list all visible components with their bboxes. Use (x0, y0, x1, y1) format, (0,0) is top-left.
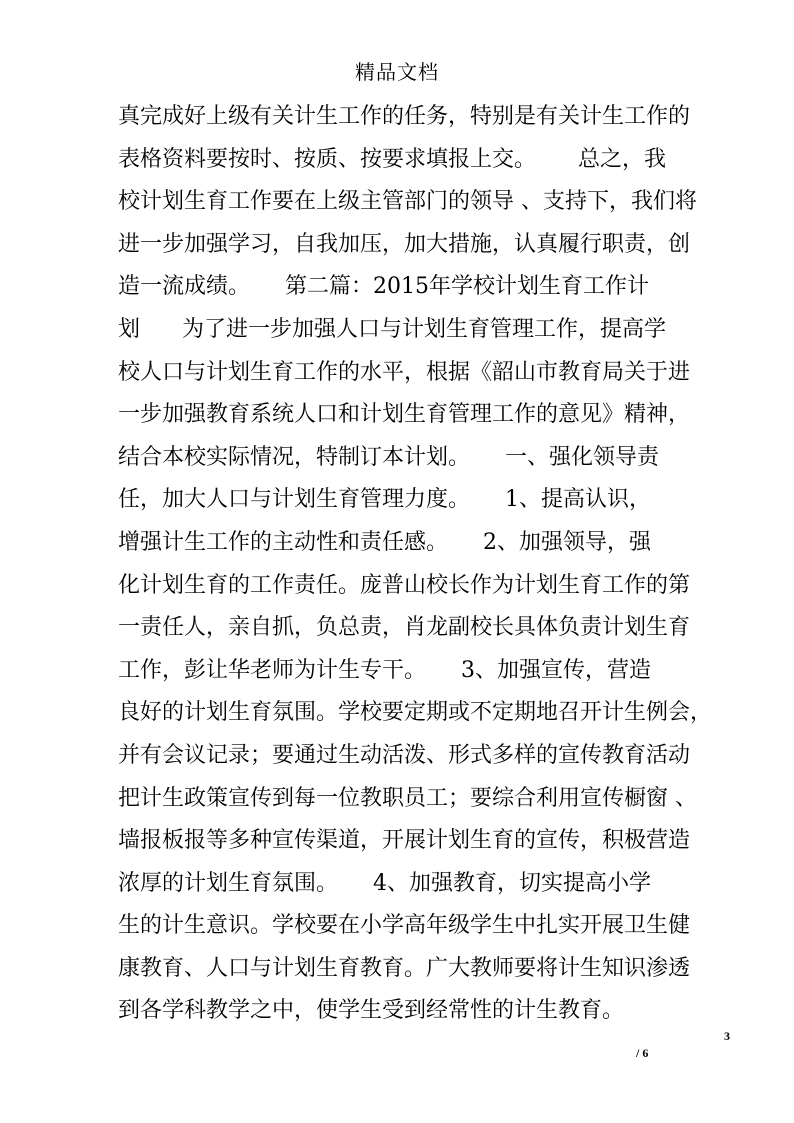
body-line: 真完成好上级有关计生工作的任务，特别是有关计生工作的 (118, 104, 691, 129)
body-line: 浓厚的计划生育氛围。 4、加强教育，切实提高小学 (118, 870, 651, 896)
body-line: 表格资料要按时、按质、按要求填报上交。 总之，我 (118, 146, 666, 172)
body-line: 化计划生育的工作责任。庞普山校长作为计划生育工作的第 (118, 572, 691, 598)
body-line: 校人口与计划生育工作的水平，根据《韶山市教育局关于进 (118, 359, 691, 385)
body-line: 校计划生育工作要在上级主管部门的领导 、支持下，我们将 (118, 189, 697, 215)
body-line: 并有会议记录；要通过生动活泼、形式多样的宣传教育活动 (118, 742, 691, 768)
body-line: 把计生政策宣传到每一位教职员工；要综合利用宣传橱窗 、 (118, 785, 697, 811)
body-line: 一步加强教育系统人口和计划生育管理工作的意见》精神， (118, 402, 691, 428)
body-line: 增强计生工作的主动性和责任感。 2、加强领导，强 (118, 529, 651, 555)
page-total: / 6 (636, 1046, 649, 1060)
page-number: 3 (724, 1029, 730, 1043)
body-line: 进一步加强学习，自我加压，加大措施，认真履行职责，创 (118, 231, 691, 257)
body-line: 一责任人，亲自抓，负总责，肖龙副校长具体负责计划生育 (118, 615, 691, 641)
body-line: 良好的计划生育氛围。学校要定期或不定期地召开计生例会， (118, 700, 713, 726)
document-header-title: 精品文档 (355, 60, 439, 84)
body-line: 康教育、人口与计划生育教育。广大教师要将计生知识渗透 (118, 955, 691, 981)
body-line: 划 为了进一步加强人口与计划生育管理工作，提高学 (118, 316, 666, 342)
body-line: 工作，彭让华老师为计生专干。 3、加强宣传，营造 (118, 657, 651, 683)
body-line: 结合本校实际情况，特制订本计划。 一、强化领导责 (118, 444, 659, 470)
document-body (118, 96, 713, 1033)
body-line: 造一流成绩。 第二篇：2015年学校计划生育工作计 (118, 274, 649, 300)
body-line: 到各学科教学之中，使学生受到经常性的计生教育。 (118, 998, 625, 1024)
body-line: 生的计生意识。学校要在小学高年级学生中扎实开展卫生健 (118, 913, 691, 939)
body-line: 任，加大人口与计划生育管理力度。 1、提高认识， (118, 487, 651, 513)
body-line: 墙报板报等多种宣传渠道，开展计划生育的宣传，积极营造 (118, 828, 691, 854)
